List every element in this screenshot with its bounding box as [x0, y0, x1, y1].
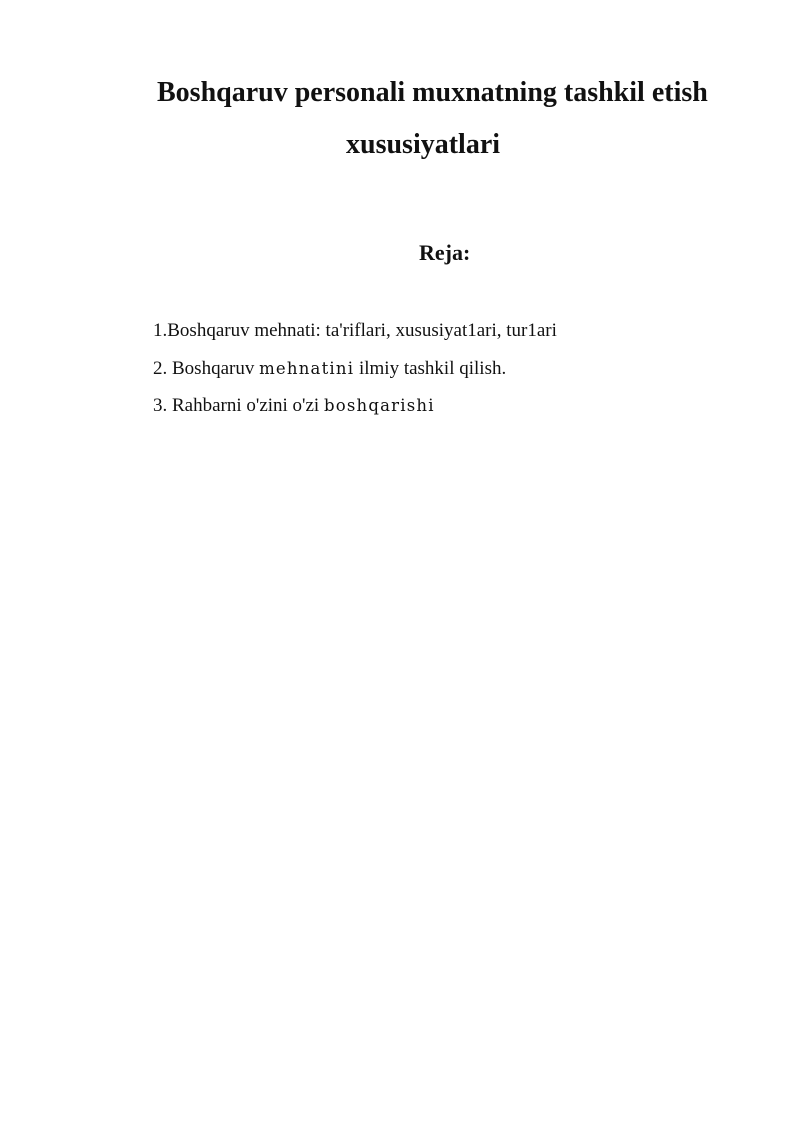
- document-title-line-1: Boshqaruv personali muxnatning tashkil etish: [157, 77, 708, 108]
- plan-item-2-text-spaced: mehnatini: [259, 358, 355, 378]
- plan-heading: Reja:: [419, 240, 471, 265]
- plan-item-1: [153, 312, 557, 350]
- plan-list: [153, 312, 557, 425]
- plan-item-3-text-spaced: boshqarishi: [323, 396, 435, 415]
- plan-item-3: [153, 387, 557, 425]
- plan-item-1-text: 1.Boshqaruv mehnati: ta'riflari, xususiyat1ari, tur1ari: [153, 320, 557, 341]
- plan-item-2: [153, 350, 557, 388]
- plan-item-3-text-start: 3. Rahbarni o'zini o'zi: [153, 395, 324, 416]
- document-title-line-2: xususiyatlari: [346, 129, 501, 160]
- plan-item-2-text-start: 2. Boshqaruv: [153, 357, 260, 379]
- plan-item-2-text-end: ilmiy tashkil qilish.: [354, 357, 507, 379]
